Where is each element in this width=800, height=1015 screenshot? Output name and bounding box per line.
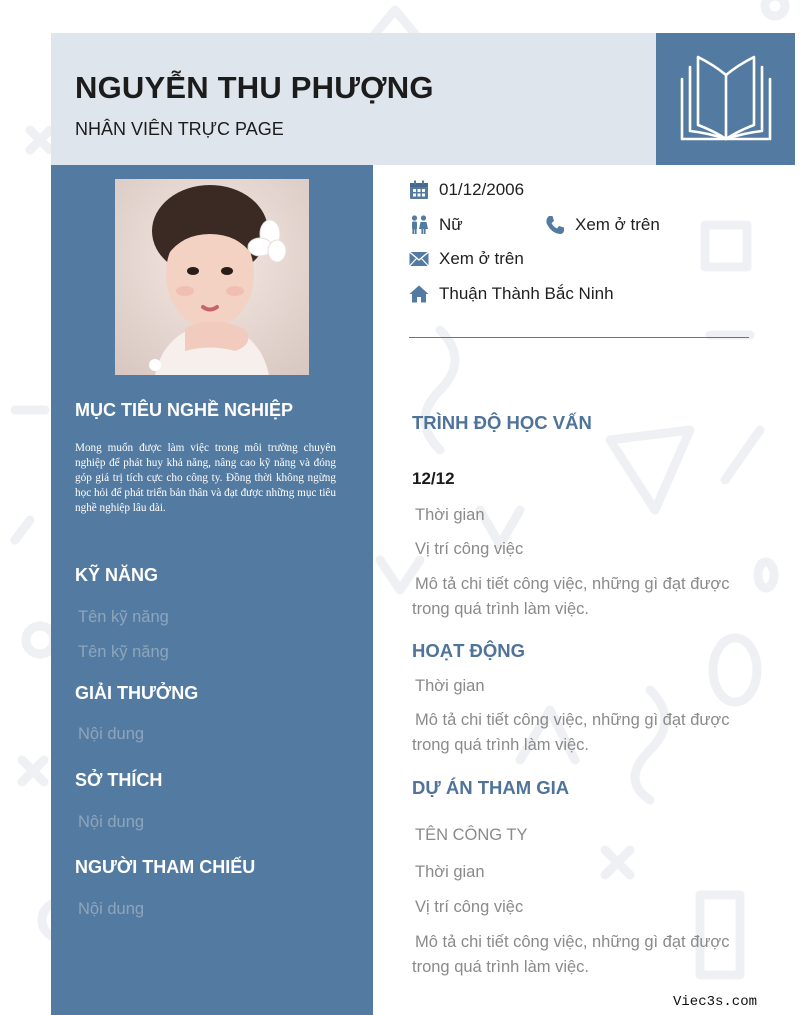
education-position: Vị trí công việc — [415, 540, 524, 558]
home-icon — [409, 284, 429, 304]
job-title: NHÂN VIÊN TRỰC PAGE — [75, 119, 284, 139]
open-book-icon — [678, 53, 774, 145]
activities-time: Thời gian — [415, 677, 485, 695]
references-content: Nội dung — [78, 900, 145, 918]
avatar-photo — [115, 179, 309, 375]
people-icon — [409, 215, 429, 235]
projects-time: Thời gian — [415, 863, 485, 881]
awards-content: Nội dung — [78, 725, 145, 743]
skill-item: Tên kỹ năng — [78, 608, 169, 626]
email-row — [409, 249, 524, 269]
address-row — [409, 284, 614, 304]
objective-text: Mong muốn được làm việc trong môi trường chuyên nghiệp để phát huy khả năng, nâng cao kỹ năng và đóng góp giá trị tích cực cho công ty. Đồng thời không ngừng học hỏi để phát triển bản thân và đạt được những mục tiêu nghề nghiệp lâu dài. — [75, 442, 336, 514]
birthday-value: 01/12/2006 — [439, 180, 525, 199]
envelope-icon — [409, 249, 429, 269]
gender-value: Nữ — [439, 215, 463, 234]
hobbies-content: Nội dung — [78, 813, 145, 831]
education-description: Mô tả chi tiết công việc, những gì đạt được trong quá trình làm việc. — [412, 575, 730, 618]
education-time: Thời gian — [415, 506, 485, 524]
avatar — [115, 179, 309, 375]
phone-icon — [545, 215, 565, 235]
contact-divider — [409, 337, 749, 338]
education-heading: TRÌNH ĐỘ HỌC VẤN — [412, 412, 592, 433]
projects-heading: DỰ ÁN THAM GIA — [412, 777, 570, 798]
references-heading: NGƯỜI THAM CHIẾU — [75, 857, 256, 877]
projects-description: Mô tả chi tiết công việc, những gì đạt được trong quá trình làm việc. — [412, 933, 730, 976]
skill-item: Tên kỹ năng — [78, 643, 169, 661]
logo-box — [656, 33, 795, 165]
header — [51, 33, 656, 165]
activities-heading: HOẠT ĐỘNG — [412, 640, 526, 661]
projects-company: TÊN CÔNG TY — [415, 826, 528, 844]
candidate-name: NGUYỄN THU PHƯỢNG — [75, 70, 434, 105]
email-value: Xem ở trên — [439, 249, 524, 268]
hobbies-heading: SỞ THÍCH — [75, 770, 163, 790]
education-title: 12/12 — [412, 469, 455, 488]
address-value: Thuận Thành Bắc Ninh — [439, 284, 614, 303]
phone-row — [545, 215, 660, 235]
skills-heading: KỸ NĂNG — [75, 565, 159, 585]
sidebar — [51, 165, 373, 1015]
projects-position: Vị trí công việc — [415, 898, 524, 916]
objective-heading: MỤC TIÊU NGHỀ NGHIỆP — [75, 400, 294, 420]
phone-value: Xem ở trên — [575, 215, 660, 234]
calendar-icon — [409, 180, 429, 200]
birthday-row — [409, 180, 524, 200]
activities-description: Mô tả chi tiết công việc, những gì đạt được trong quá trình làm việc. — [412, 711, 730, 754]
gender-row — [409, 215, 463, 235]
awards-heading: GIẢI THƯỞNG — [75, 683, 199, 703]
watermark: Viec3s.com — [673, 994, 758, 1010]
